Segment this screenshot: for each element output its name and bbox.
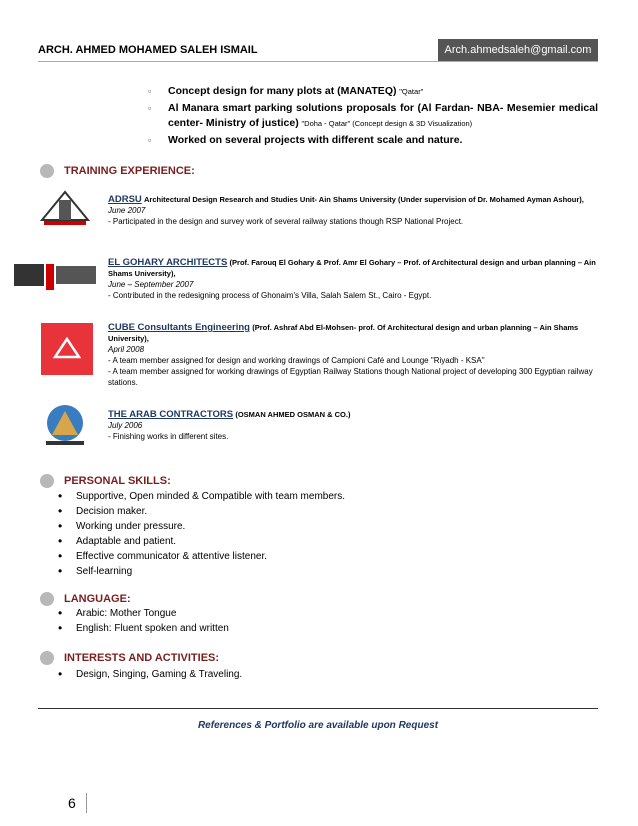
briefcase-icon: [40, 164, 54, 178]
list-item: [148, 133, 598, 148]
bullet-icon: ▫: [148, 135, 152, 145]
page-number: 6: [68, 795, 76, 811]
entry-description: - Participated in the design and survey work of several railway stations though RSP National Project.: [108, 217, 464, 226]
entry-date: June – September 2007: [108, 280, 194, 289]
entry-date: July 2006: [108, 421, 143, 430]
training-entry: [108, 409, 598, 442]
entry-date: April 2008: [108, 345, 145, 354]
project-title: Worked on several projects with different scale and nature.: [168, 134, 463, 146]
project-note: "Doha - Qatar" (Concept design & 3D Visualization): [301, 119, 473, 128]
org-name: CUBE Consultants Engineering: [108, 322, 250, 333]
entry-description: - A team member assigned for design and working drawings of Campioni Café and Lounge "Riyadh - KSA": [108, 356, 485, 365]
org-name: THE ARAB CONTRACTORS: [108, 409, 234, 420]
list-item: • Effective communicator & attentive listener.: [52, 549, 592, 564]
list-item: [148, 101, 598, 131]
entry-description: - Contributed in the redesigning process of Ghonaim's Villa, Salah Salem St., Cairo - Egypt.: [108, 291, 432, 300]
training-entry: [108, 194, 598, 227]
project-note: "Qatar": [399, 87, 424, 96]
resume-owner-name: ARCH. AHMED MOHAMED SALEH ISMAIL: [38, 44, 258, 56]
entry-description: - Finishing works in different sites.: [108, 432, 229, 441]
list-item: • Self-learning: [52, 564, 592, 579]
org-role: (OSMAN AHMED OSMAN & CO.): [235, 410, 351, 419]
list-item: • Adaptable and patient.: [52, 534, 592, 549]
section-title-skills: PERSONAL SKILLS:: [64, 475, 171, 487]
section-title-interests: INTERESTS AND ACTIVITIES:: [64, 652, 220, 664]
interests-list: [52, 667, 592, 682]
list-item: • Working under pressure.: [52, 519, 592, 534]
list-item: [148, 84, 598, 99]
section-title-language: LANGUAGE:: [64, 593, 131, 605]
list-item: • Decision maker.: [52, 504, 592, 519]
ain-shams-logo: [36, 190, 94, 230]
list-item: • Supportive, Open minded & Compatible with team members.: [52, 489, 592, 504]
training-entry: [108, 322, 598, 388]
page-number-divider: [86, 793, 87, 813]
list-item: • Arabic: Mother Tongue: [52, 606, 592, 621]
org-name: ADRSU: [108, 194, 142, 205]
list-item: • Design, Singing, Gaming & Traveling.: [52, 667, 592, 682]
bullet-icon: ▫: [148, 103, 152, 113]
org-role: Architectural Design Research and Studies Unit- Ain Shams University (Under supervision of Dr. Mohamed Ayman Ashour),: [144, 195, 584, 204]
bullet-icon: ▫: [148, 86, 152, 96]
el-gohary-logo: [12, 258, 102, 298]
speech-bubble-icon: [40, 592, 54, 606]
header-divider: [38, 61, 598, 62]
language-list: [52, 606, 592, 636]
list-item: • English: Fluent spoken and written: [52, 621, 592, 636]
entry-date: June 2007: [108, 206, 146, 215]
org-name: EL GOHARY ARCHITECTS: [108, 257, 228, 268]
org-role: (Prof. Farouq El Gohary & Prof. Amr El Gohary – Prof. of Architectural design and urban planning – Ain Shams University),: [108, 258, 596, 278]
wrench-icon: [40, 474, 54, 488]
project-title: Al Manara smart parking solutions proposals for (Al Fardan- NBA- Mesemier medical center- Ministry of justice): [168, 102, 598, 129]
references-note: References & Portfolio are available upon Request: [197, 720, 439, 731]
project-title: Concept design for many plots at (MANATEQ): [168, 85, 397, 97]
thumbs-up-icon: [40, 651, 54, 665]
skills-list: [52, 489, 592, 579]
org-role: (Prof. Ashraf Abd El-Mohsen- prof. Of Architectural design and urban planning – Ain Shams University),: [108, 323, 579, 343]
entry-description: - A team member assigned for working drawings of Egyptian Railway Stations though National project of developing 300 Egyptian railway stations.: [108, 367, 593, 387]
training-entry: [108, 257, 598, 301]
arab-contractors-logo: [42, 403, 88, 449]
email-address[interactable]: Arch.ahmedsaleh@gmail.com: [438, 39, 598, 61]
footer-divider: [38, 708, 598, 709]
section-title-training: TRAINING EXPERIENCE:: [64, 165, 195, 177]
cube-logo: [41, 323, 93, 375]
